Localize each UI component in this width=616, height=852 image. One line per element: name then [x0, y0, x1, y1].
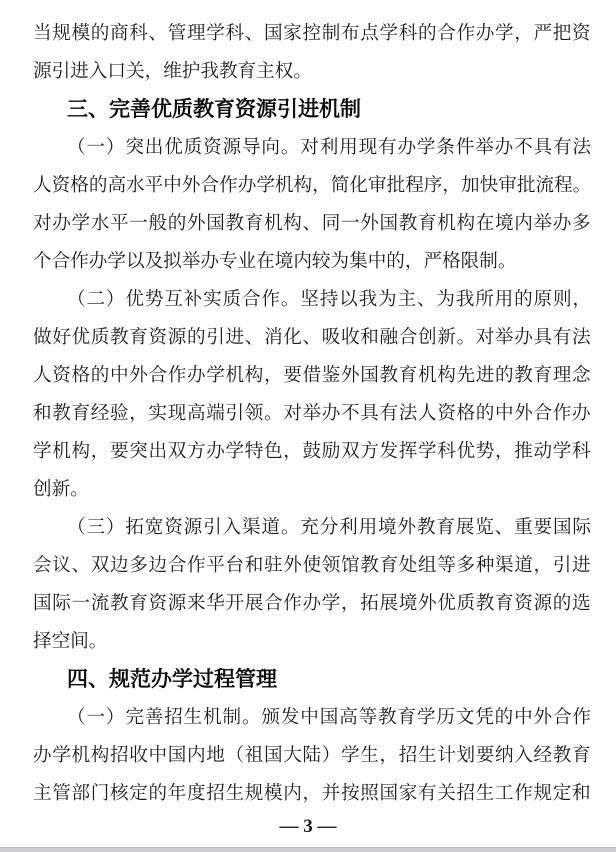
paragraph — [33, 699, 591, 813]
paragraph — [33, 129, 591, 281]
text-line: 会 议 、 双 边 多 边 合 作 平 台 和 驻 外 使 领 馆 教 育 处 组 等 多 种 渠 道 ， 引 进 — [33, 555, 591, 576]
text-line: 和 教 育 经 验 ， 实 现 高 端 引 领 。 对 举 办 不 具 有 法 人 资 格 的 中 外 合 作 办 — [33, 403, 591, 424]
text-line: 源引进入口关，维护我教育主权。 — [33, 61, 312, 82]
text-line: 国 际 一 流 教 育 资 源 来 华 开 展 合 作 办 学 ， 拓 展 境 外 优 质 教 育 资 源 的 选 — [33, 593, 591, 614]
text-line: 做 好 优 质 教 育 资 源 的 引 进 、 消 化 、 吸 收 和 融 合 创 新 。 对 举 办 具 有 法 — [33, 327, 591, 348]
text-line: 人 资 格 的 中 外 合 作 办 学 机 构 ， 要 借 鉴 外 国 教 育 机 构 先 进 的 教 育 理 念 — [33, 365, 591, 386]
text-line: 创新。 — [33, 479, 89, 500]
text-line: （ 三 ） 拓 宽 资 源 引 入 渠 道 。 充 分 利 用 境 外 教 育 展 览 、 重 要 国 际 — [67, 517, 591, 538]
text-line: 办 学 机 构 招 收 中 国 内 地 （ 祖 国 大 陆 ） 学 生 ， 招 生 计 划 要 纳 入 经 教 育 — [33, 745, 591, 766]
heading-line: 四、规范办学过程管理 — [67, 668, 277, 691]
text-line: 主 管 部 门 核 定 的 年 度 招 生 规 模 内 ， 并 按 照 国 家 有 关 招 生 工 作 规 定 和 — [33, 783, 591, 804]
paragraph — [33, 281, 591, 509]
text-line: 当 规 模 的 商 科 、 管 理 学 科 、 国 家 控 制 布 点 学 科 的 合 作 办 学 ， 严 把 资 — [33, 23, 591, 44]
text-line: 学 机 构 ， 要 突 出 双 方 办 学 特 色 ， 鼓 励 双 方 发 挥 学 科 优 势 ， 推 动 学 科 — [33, 441, 591, 462]
text-line: （ 二 ） 优 势 互 补 实 质 合 作 。 坚 持 以 我 为 主 、 为 我 所 用 的 原 则 ， — [67, 289, 591, 310]
text-line: （ 一 ） 完 善 招 生 机 制 。 颁 发 中 国 高 等 教 育 学 历 文 凭 的 中 外 合 作 — [67, 707, 591, 728]
text-line: （ 一 ） 突 出 优 质 资 源 导 向 。 对 利 用 现 有 办 学 条 件 举 办 不 具 有 法 — [67, 137, 591, 158]
text-line: 择空间。 — [33, 631, 108, 652]
page-number: — 3 — — [279, 816, 337, 837]
page-bottom-edge — [0, 847, 616, 852]
section-heading — [33, 91, 591, 129]
paragraph — [33, 15, 591, 91]
section-heading — [33, 661, 591, 699]
paragraph — [33, 509, 591, 661]
text-line: 对 办 学 水 平 一 般 的 外 国 教 育 机 构 、 同 一 外 国 教 育 机 构 在 境 内 举 办 多 — [33, 213, 591, 234]
heading-line: 三、完善优质教育资源引进机制 — [67, 98, 361, 121]
text-line: 个合作办学以及拟举办专业在境内较为集中的，严格限制。 — [33, 251, 517, 272]
document-body — [33, 15, 591, 813]
text-line: 人 资 格 的 高 水 平 中 外 合 作 办 学 机 构 ， 简 化 审 批 程 序 ， 加 快 审 批 流 程 。 — [33, 175, 592, 196]
